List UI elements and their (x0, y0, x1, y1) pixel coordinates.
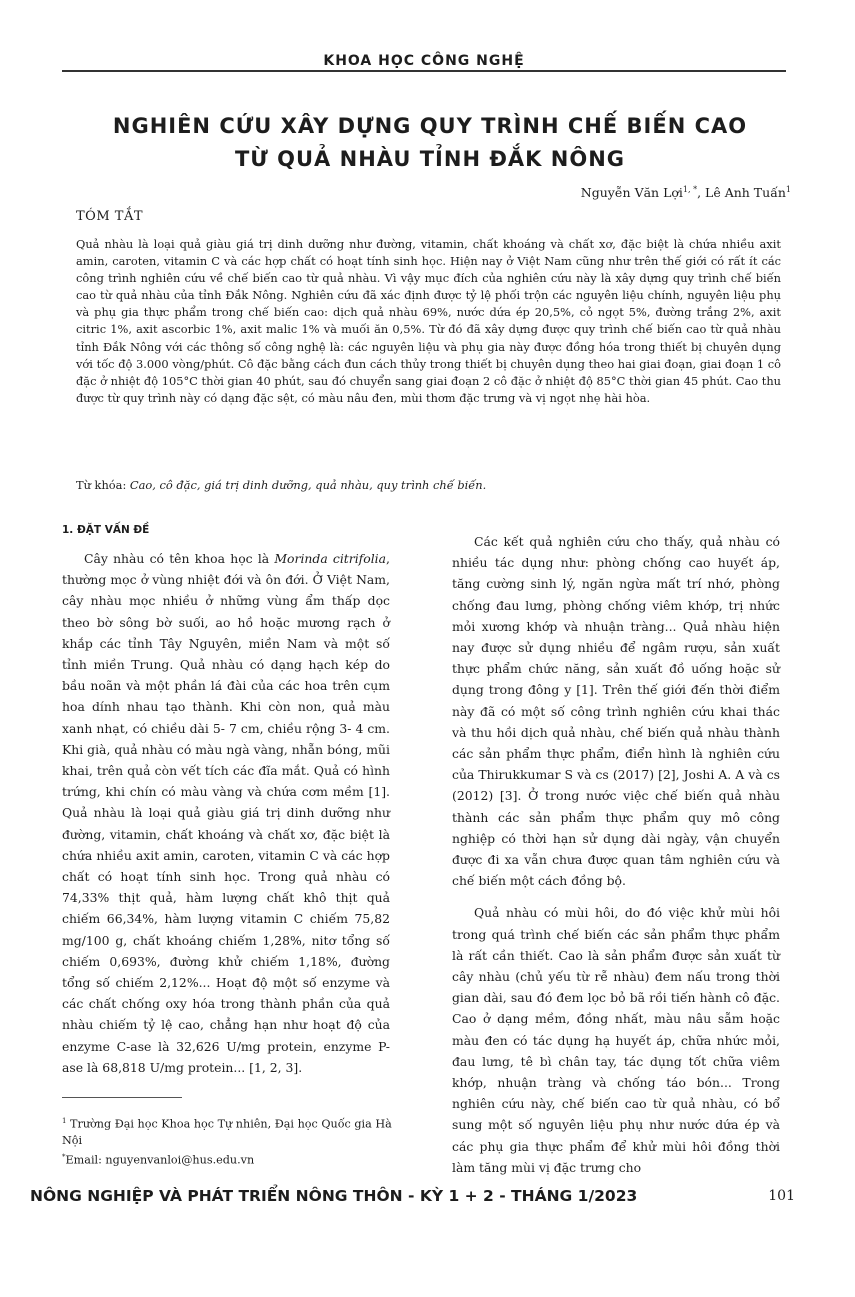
page-number: 101 (768, 1188, 795, 1204)
paragraph-text: Cây nhàu có tên khoa học là (84, 551, 275, 566)
running-header (62, 40, 786, 72)
footnote-mark: * (62, 1152, 66, 1161)
keywords (76, 478, 781, 492)
keywords-label: Từ khóa: (76, 478, 127, 492)
footnote-affiliation (62, 1113, 402, 1149)
paper-title (80, 110, 780, 176)
author-list (581, 185, 791, 200)
author-2-affiliation: 1 (785, 185, 791, 194)
title-line-2: TỪ QUẢ NHÀU TỈNH ĐẮK NÔNG (234, 147, 626, 171)
paragraph: Các kết quả nghiên cứu cho thấy, quả nhàu có nhiều tác dụng như: phòng chống cao huyết áp, tăng cường sinh lý, ngăn ngừa mất trí nhớ, phòng chống đau lưng, phòng chống viêm khớp, trị nhức mỏi xương khớp và nhuận tràng... Quả nhàu hiện nay được sử dụng nhiều để ngâm rượu, sản xuất thực phẩm chức năng, sản xuất đồ uống hoặc sử dụng trong đông y [1]. Trên thế giới đến thời điểm này đã có một số công trình nghiên cứu khai thác và thu hồi dịch quả nhàu, chế biến quả nhàu thành các sản phẩm thực phẩm, điển hình là nghiên cứu của Thirukkumar S và cs (2017) [2], Joshi A. A và cs (2012) [3]. Ở trong nước việc chế biến quả nhàu thành các sản phẩm thực phẩm quy mô công nghiệp có thời hạn sử dụng dài ngày, vận chuyển được đi xa vẫn chưa được quan tâm nghiên cứu và chế biến một cách đồng bộ. (452, 534, 780, 889)
section-heading: 1. ĐẶT VẤN ĐỀ (62, 524, 150, 536)
scientific-name: Morinda citrifolia (274, 551, 387, 566)
author-1-affiliation: 1, * (682, 185, 698, 194)
footnote-mark: 1 (62, 1117, 67, 1125)
abstract-heading: TÓM TẮT (76, 209, 144, 224)
left-column (62, 548, 390, 1078)
paragraph (62, 548, 390, 1078)
journal-footer: NÔNG NGHIỆP VÀ PHÁT TRIỂN NÔNG THÔN - KỲ 1 + 2 - THÁNG 1/2023 (30, 1187, 638, 1205)
keywords-list: Cao, cô đặc, giá trị dinh dưỡng, quả nhàu, quy trình chế biến. (129, 478, 487, 492)
title-line-1: NGHIÊN CỨU XÂY DỰNG QUY TRÌNH CHẾ BIẾN CAO (112, 114, 748, 138)
footnotes (62, 1113, 402, 1168)
paragraph-text: , thường mọc ở vùng nhiệt đới và ôn đới. Ở Việt Nam, cây nhàu mọc nhiều ở những vùng ẩm thấp dọc theo bờ sông bờ suối, ao hồ hoặc mương rạch ở khắp các tỉnh Tây Nguyên, miền Nam và một số tỉnh miền Trung. Quả nhàu có dạng hạch kép do bầu noãn và một phần lá đài của các hoa trên cụm hoa dính nhau tạo thành. Khi còn non, quả màu xanh nhạt, có chiều dài 5- 7 cm, chiều rộng 3- 4 cm. Khi già, quả nhàu có màu ngà vàng, nhẵn bóng, mũi khai, trên quả còn vết tích các đĩa mắt. Quả có hình trứng, khi chín có màu vàng và chứa cơm mềm [1]. Quả nhàu là loại quả giàu giá trị dinh dưỡng như đường, vitamin, chất khoáng và chất xơ, đặc biệt là chứa nhiều axit amin, caroten, vitamin C và các hợp chất có hoạt tính sinh học. Trong quả nhàu có 74,33% thịt quả, hàm lượng chất khô thịt quả chiếm 66,34%, hàm lượng vitamin C chiếm 75,82 mg/100 g, chất khoáng chiếm 1,28%, nitơ tổng số chiếm 0,693%, đường khử chiếm 1,18%, đường tổng số chiếm 2,12%... Hoạt độ một số enzyme và các chất chống oxy hóa trong thành phần của quả nhàu chiếm tỷ lệ cao, chẳng hạn như hoạt độ của enzyme C-ase là 32,626 U/mg protein, enzyme P-ase là 68,818 U/mg protein... [1, 2, 3]. (62, 551, 390, 1075)
footnote-text: Trường Đại học Khoa học Tự nhiên, Đại học Quốc gia Hà Nội (62, 1117, 392, 1147)
paragraph: Quả nhàu có mùi hôi, do đó việc khử mùi hôi trong quá trình chế biến các sản phẩm thực phẩm là rất cần thiết. Cao là sản phẩm được sản xuất từ cây nhàu (chủ yếu từ rễ nhàu) đem nấu trong thời gian dài, sau đó đem lọc bỏ bã rồi tiến hành cô đặc. Cao ở dạng mềm, đồng nhất, màu nâu sẫm hoặc màu đen có tác dụng hạ huyết áp, chữa nhức mỏi, đau lưng, tê bì chân tay, tác dụng tốt chữa viêm khớp, nhuận tràng và chống táo bón... Trong nghiên cứu này, chế biến cao từ quả nhàu, có bổ sung một số nguyên liệu phụ như nước dứa ép và các phụ gia thực phẩm để khử mùi hôi đồng thời làm tăng mùi vị đặc trưng cho (452, 905, 780, 1175)
author-2: Lê Anh Tuấn (705, 185, 786, 201)
abstract-text: Quả nhàu là loại quả giàu giá trị dinh dưỡng như đường, vitamin, chất khoáng và chất xơ, đặc biệt là chứa nhiều axit amin, caroten, vitamin C và các hợp chất có hoạt tính sinh học. Hiện nay ở Việt Nam cũng như trên thế giới có rất ít các công trình nghiên cứu về chế biến cao từ quả nhàu. Vì vậy mục đích của nghiên cứu này là xây dựng quy trình chế biến cao từ quả nhàu của tỉnh Đắk Nông. Nghiên cứu đã xác định được tỷ lệ phối trộn các nguyên liệu chính, nguyên liệu phụ và phụ gia thực phẩm trong chế biến cao: dịch quả nhàu 69%, nước dứa ép 20,5%, cỏ ngọt 5%, đường trắng 2%, axit citric 1%, axit ascorbic 1%, axit malic 1% và muối ăn 0,5%. Từ đó đã xây dựng được quy trình chế biến cao từ quả nhàu tỉnh Đắk Nông với các thông số công nghệ là: các nguyên liệu và phụ gia này được đồng hóa trong thiết bị chuyên dụng với tốc độ 3.000 vòng/phút. Cô đặc bằng cách đun cách thủy trong thiết bị chuyên dụng theo hai giai đoạn, giai đoạn 1 cô đặc ở nhiệt độ 105°C thời gian 40 phút, sau đó chuyển sang giai đoạn 2 cô đặc ở nhiệt độ 85°C thời gian 45 phút. Cao thu được từ quy trình này có dạng đặc sệt, có màu nâu đen, mùi thơm đặc trưng và vị ngọt nhẹ hài hòa. (76, 237, 781, 405)
section-label: KHOA HỌC CÔNG NGHỆ (323, 53, 525, 69)
footnote-email (62, 1149, 402, 1169)
footnote-divider (62, 1097, 182, 1098)
right-column (452, 531, 780, 1178)
author-separator: , (697, 185, 706, 201)
footnote-text: Email: nguyenvanloi@hus.edu.vn (65, 1153, 255, 1167)
author-1: Nguyễn Văn Lợi (580, 185, 683, 201)
